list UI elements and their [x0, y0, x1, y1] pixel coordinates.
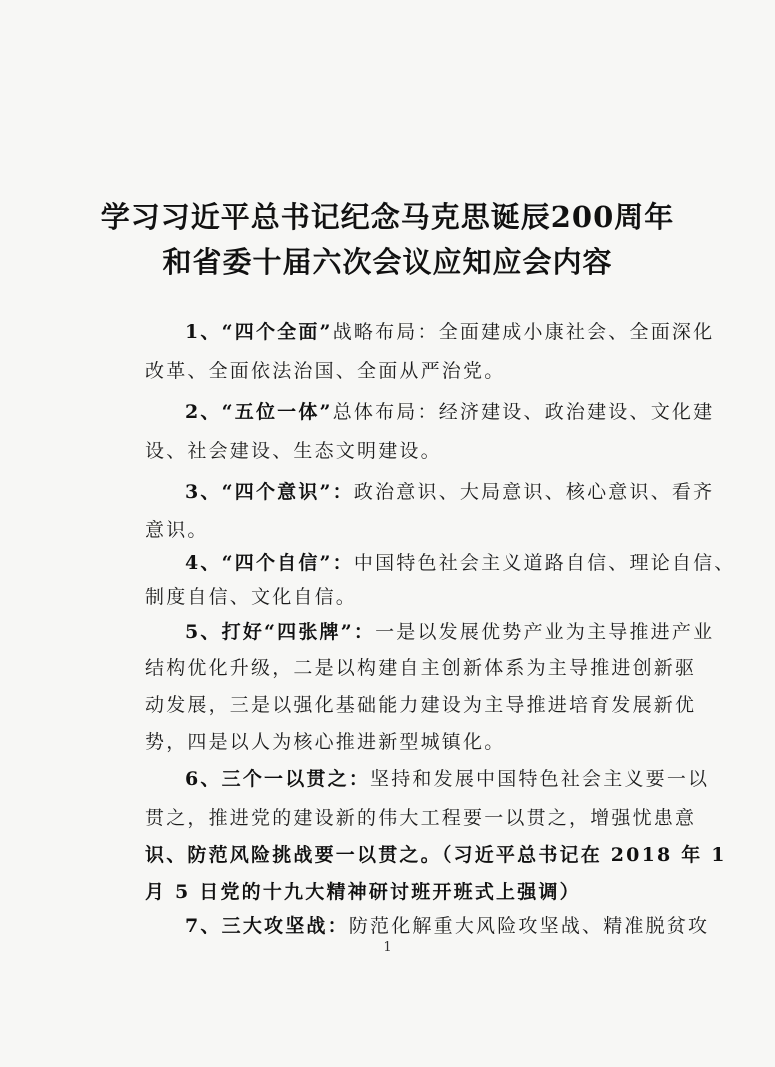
body-text: 制度自信、文化自信。 — [145, 586, 358, 608]
bold-text: 7、三大攻坚战： — [185, 915, 349, 937]
body-line — [145, 691, 705, 719]
bold-text: （习近平总书记在 2018 年 1 — [441, 844, 727, 866]
body-line — [145, 516, 705, 544]
body-line — [145, 357, 705, 385]
bold-text: 3、“四个意识”： — [185, 481, 354, 503]
body-text: 动发展，三是以强化基础能力建设为主导推进培育发展新优 — [145, 694, 697, 716]
body-text: 中国特色社会主义道路自信、理论自信、 — [353, 552, 736, 574]
page-number: 1 — [383, 940, 392, 955]
bold-text: 6、三个一以贯之： — [185, 768, 371, 790]
body-line — [185, 618, 715, 646]
body-line — [145, 583, 705, 611]
body-line — [185, 478, 715, 506]
bold-text: 1、“四个全面” — [185, 321, 333, 343]
body-line — [145, 841, 727, 869]
body-text: 意识。 — [145, 519, 209, 541]
title-line-2: 和省委十届六次会议应知应会内容 — [162, 245, 613, 279]
body-text: 设、社会建设、生态文明建设。 — [145, 440, 442, 462]
bold-text: 识、防范风险挑战要一以贯之。 — [145, 844, 442, 866]
body-text: 势，四是以人为核心推进新型城镇化。 — [145, 731, 506, 753]
body-line — [185, 765, 710, 793]
body-text: 防范化解重大风险攻坚战、精准脱贫攻 — [348, 915, 710, 937]
bold-text: 2、“五位一体” — [185, 401, 333, 423]
body-line — [185, 398, 715, 426]
body-line — [185, 549, 736, 577]
body-line — [145, 878, 705, 906]
bold-text: 月 5 日党的十九大精神研讨班开班式上强调） — [145, 881, 581, 903]
body-text: 结构优化升级，二是以构建自主创新体系为主导推进创新驱 — [145, 657, 697, 679]
body-line — [145, 804, 705, 832]
body-text: 政治意识、大局意识、核心意识、看齐 — [353, 481, 715, 503]
body-text: 战略布局：全面建成小康社会、全面深化 — [332, 321, 715, 343]
title-line-1: 学习习近平总书记纪念马克思诞辰200周年 — [100, 200, 675, 234]
body-line — [145, 728, 705, 756]
body-text: 改革、全面依法治国、全面从严治党。 — [145, 360, 506, 382]
body-text: 坚持和发展中国特色社会主义要一以 — [370, 768, 710, 790]
body-line — [185, 912, 710, 940]
body-line — [185, 318, 715, 346]
body-line — [145, 437, 705, 465]
body-text: 一是以发展优势产业为主导推进产业 — [375, 621, 715, 643]
body-text: 贯之，推进党的建设新的伟大工程要一以贯之，增强忧患意 — [145, 807, 697, 829]
bold-text: 5、打好“四张牌”： — [185, 621, 376, 643]
body-text: 总体布局：经济建设、政治建设、文化建 — [332, 401, 715, 423]
bold-text: 4、“四个自信”： — [185, 552, 354, 574]
body-line — [145, 654, 705, 682]
